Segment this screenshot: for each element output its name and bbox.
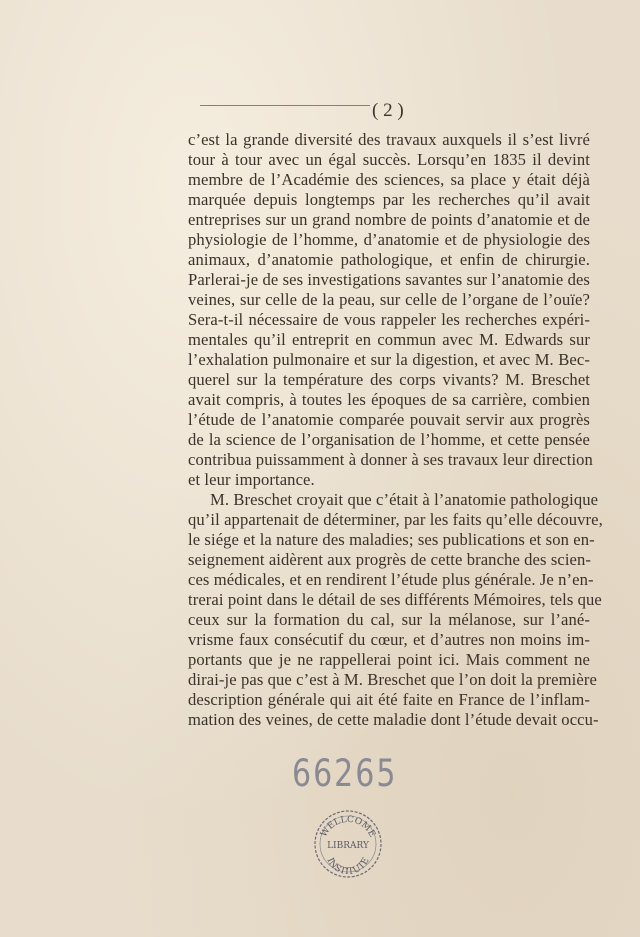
text-line: querel sur la température des corps vivants? M. Breschet (188, 370, 590, 389)
text-line: portants que je ne rappellerai point ici. Mais comment ne (188, 650, 590, 669)
header-rule (200, 105, 370, 106)
text-line: animaux, d’anatomie pathologique, et enfin de chirurgie. (188, 250, 590, 269)
text-line: Parlerai-je de ses investigations savantes sur l’anatomie des (188, 270, 590, 289)
library-stamp (312, 808, 384, 880)
text-line: veines, sur celle de la peau, sur celle de l’organe de l’ouïe? (188, 290, 590, 309)
text-line: entreprises sur un grand nombre de points d’anatomie et de (188, 210, 590, 229)
text-line: membre de l’Académie des sciences, sa place y était déjà (188, 170, 590, 189)
text-line: l’étude de l’anatomie comparée pouvait servir aux progrès (188, 410, 590, 429)
text-line: ces médicales, et en rendirent l’étude plus générale. Je n’en- (188, 570, 594, 589)
text-line: c’est la grande diversité des travaux auxquels il s’est livré (188, 130, 590, 149)
text-line: de la science de l’organisation de l’homme, et cette pensée (188, 430, 590, 449)
text-line: Sera-t-il nécessaire de vous rappeler les recherches expéri- (188, 310, 590, 329)
text-line: mentales qu’il entreprit en commun avec M. Edwards sur (188, 330, 590, 349)
page-number: ( 2 ) (372, 100, 404, 121)
text-line: physiologie de l’homme, d’anatomie et de physiologie des (188, 230, 590, 249)
text-line: seignement aidèrent aux progrès de cette branche des scien- (188, 550, 592, 569)
text-line: et leur importance. (188, 470, 315, 489)
text-line: description générale qui ait été faite en France de l’inflam- (188, 690, 590, 709)
text-line: le siége et la nature des maladies; ses publications et son en- (188, 530, 595, 549)
stamp-top-text: WELLCOME (319, 814, 377, 839)
text-line: avait compris, à toutes les époques de sa carrière, combien (188, 390, 590, 409)
text-line: qu’il appartenait de déterminer, par les faits qu’elle découvre, (188, 510, 603, 529)
text-line: mation des veines, de cette maladie dont l’étude devait occu- (188, 710, 599, 729)
body-text (188, 130, 603, 730)
stamp-bottom-text: INSTITUTE (324, 856, 372, 878)
text-line: dirai-je pas que c’est à M. Breschet que l’on doit la première (188, 670, 597, 689)
stamp-middle-text: LIBRARY (327, 841, 369, 851)
text-line: M. Breschet croyait que c’était à l’anatomie pathologique (210, 490, 599, 509)
text-line: trerai point dans le détail de ses différents Mémoires, tels que (188, 590, 602, 609)
text-line: tour à tour avec un égal succès. Lorsqu’en 1835 il devint (188, 150, 590, 169)
text-line: l’exhalation pulmonaire et sur la digestion, et avec M. Bec- (188, 350, 590, 369)
text-line: ceux sur la formation du cal, sur la mélanose, sur l’ané- (188, 610, 590, 629)
text-line: contribua puissamment à donner à ses travaux leur direction (188, 450, 593, 469)
text-line: vrisme faux consécutif du cœur, et d’autres non moins im- (188, 630, 590, 649)
text-line: marquée depuis longtemps par les recherches qu’il avait (188, 190, 590, 209)
handwritten-accession-number: 66265 (292, 752, 398, 796)
